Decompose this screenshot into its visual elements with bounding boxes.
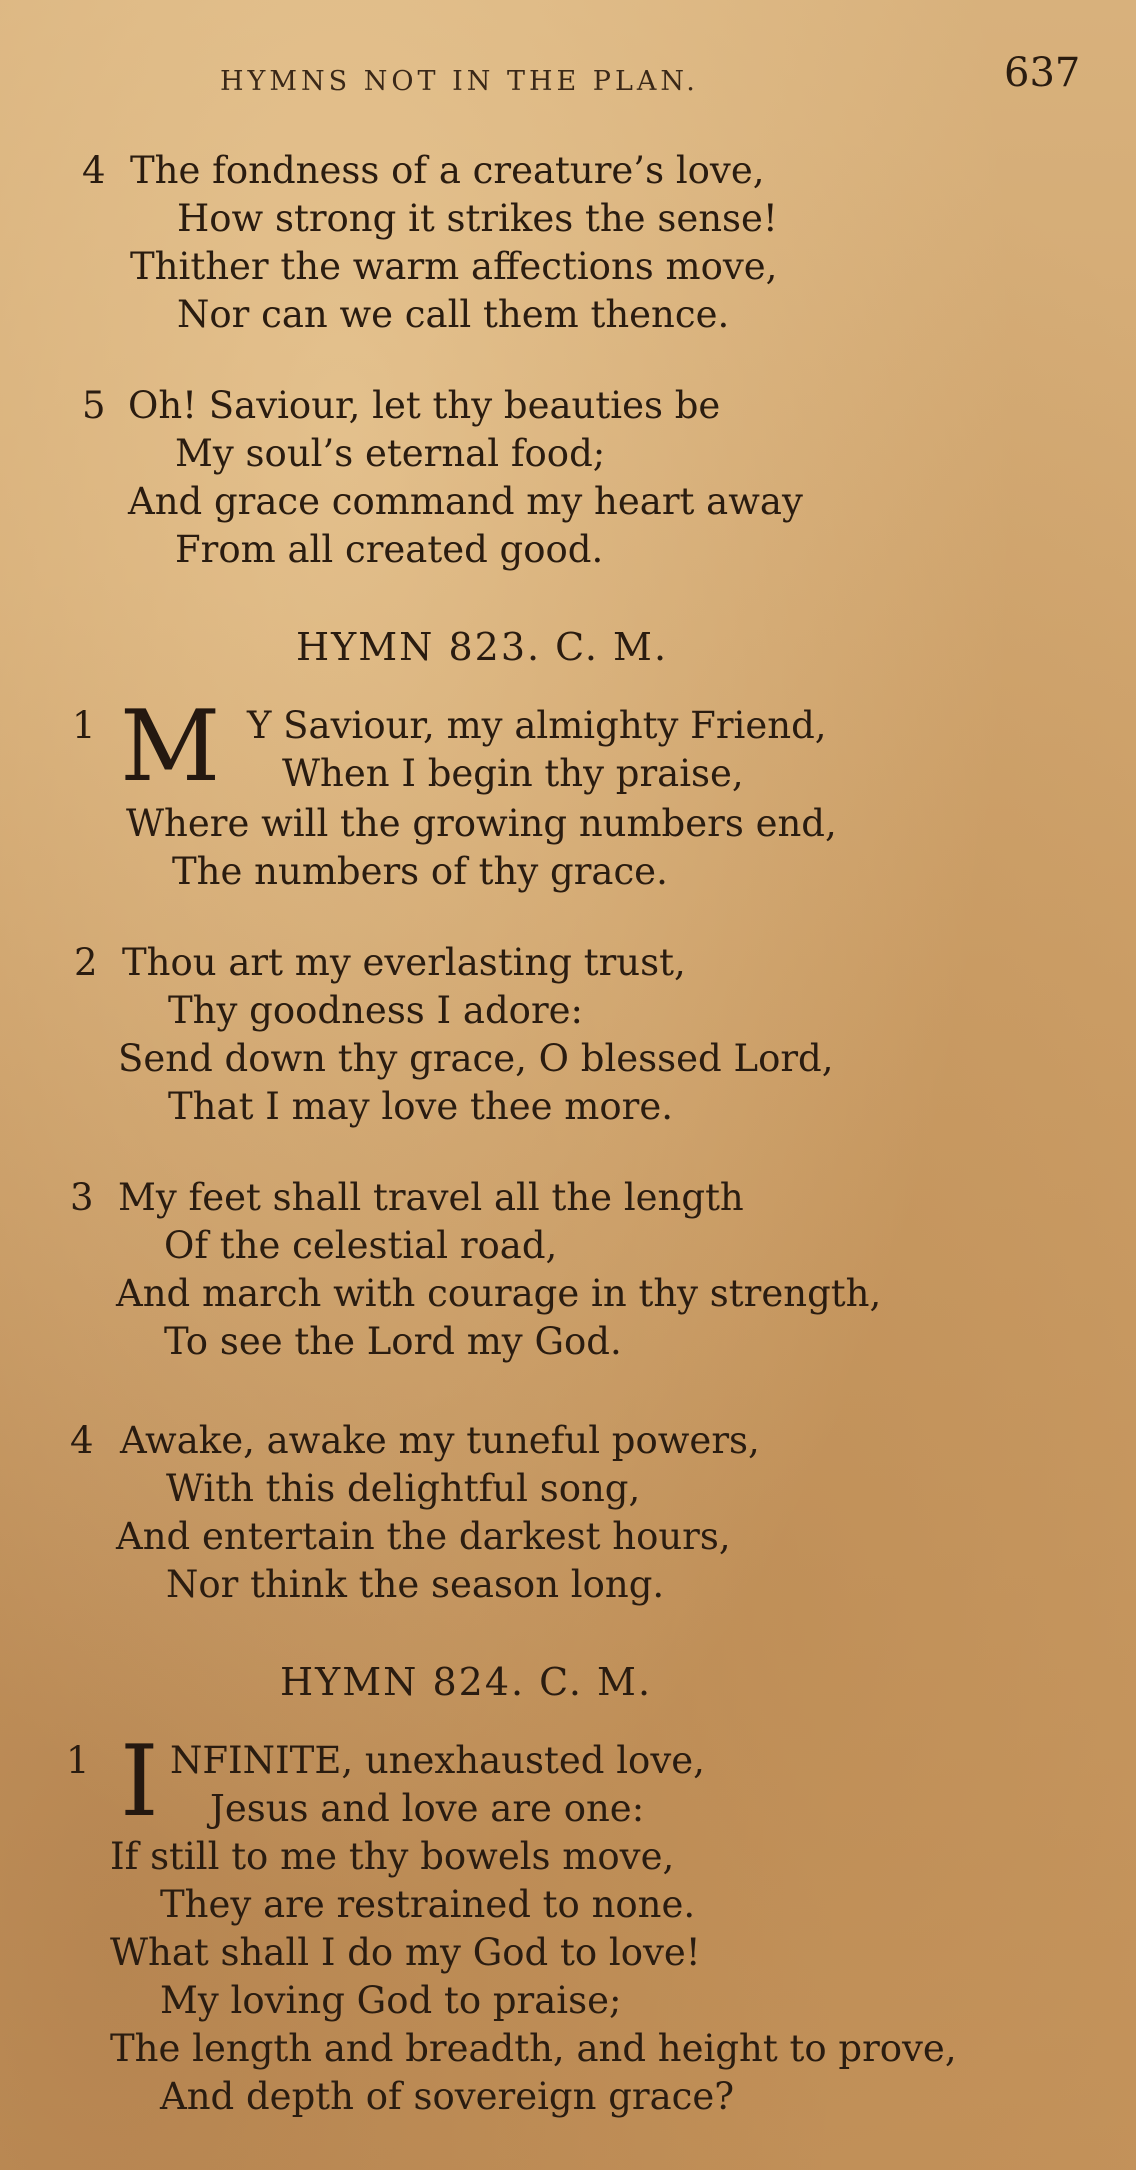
verse-line: What shall I do my God to love! [110,1931,701,1974]
verse-line: Jesus and love are one: [210,1787,645,1830]
verse-line: My soul’s eternal food; [175,432,606,475]
running-head: HYMNS NOT IN THE PLAN. [220,66,699,97]
verse-line: Send down thy grace, O blessed Lord, [118,1037,834,1080]
verse-line: My feet shall travel all the length [118,1176,744,1219]
verse-line: They are restrained to none. [160,1883,696,1926]
verse-line: Thither the warm affections move, [130,245,778,288]
verse-number: 2 [74,941,98,984]
verse-number: 4 [82,149,106,192]
verse-line: Thou art my everlasting trust, [122,941,686,984]
verse-line: Where will the growing numbers end, [126,802,837,845]
verse-line: Nor think the season long. [166,1563,665,1606]
hymn-heading: HYMN 824. C. M. [280,1660,653,1704]
verse-line: When I begin thy praise, [282,752,744,795]
verse-line: Thy goodness I adore: [168,989,584,1032]
verse-line: If still to me thy bowels move, [110,1835,675,1878]
verse-number: 1 [72,704,96,747]
verse-line: From all created good. [175,528,604,571]
verse-line: And depth of sovereign grace? [160,2075,735,2118]
verse-line: The length and breadth, and height to prove, [110,2027,957,2070]
hymn-heading: HYMN 823. C. M. [296,625,669,669]
page-number: 637 [1004,50,1081,96]
verse-number: 1 [66,1739,90,1782]
verse-line: Of the celestial road, [164,1224,558,1267]
verse-line: And grace command my heart away [128,480,803,523]
verse-line: My loving God to praise; [160,1979,622,2022]
verse-line: How strong it strikes the sense! [177,197,778,240]
drop-cap: M [120,690,221,804]
drop-cap: I [120,1725,159,1839]
verse-line: The numbers of thy grace. [172,850,668,893]
verse-line: Awake, awake my tuneful powers, [120,1419,760,1462]
verse-number: 3 [70,1176,94,1219]
verse-line: Oh! Saviour, let thy beauties be [128,384,721,427]
verse-line: Y Saviour, my almighty Friend, [247,704,827,747]
verse-line: NFINITE, unexhausted love, [170,1739,705,1782]
verse-line: To see the Lord my God. [164,1320,622,1363]
verse-number: 5 [82,384,106,427]
verse-line: And entertain the darkest hours, [116,1515,731,1558]
verse-line: That I may love thee more. [168,1085,674,1128]
verse-line: Nor can we call them thence. [177,293,730,336]
verse-line: The fondness of a creature’s love, [130,149,765,192]
verse-line: With this delightful song, [166,1467,641,1510]
verse-number: 4 [70,1419,94,1462]
verse-line: And march with courage in thy strength, [116,1272,882,1315]
